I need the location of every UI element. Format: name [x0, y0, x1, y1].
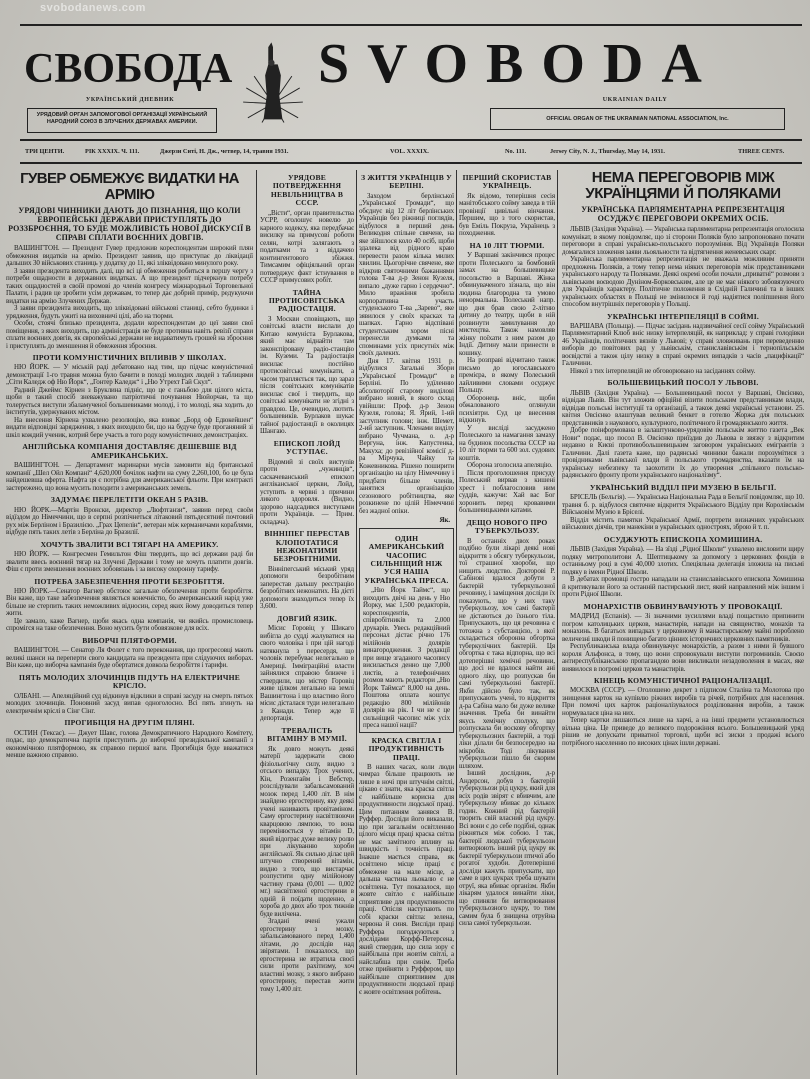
price-ukrainian: ТРИ ЦЕНТИ.: [25, 148, 65, 155]
issue-ukrainian: РІК XXXIX. Ч. 111.: [85, 148, 140, 155]
article-paragraph: МОСКВА (СССР). — Оголошено декрет з підписом Сталіна та Молотова про знищення карток на купівлю ріжних виробів та річей, потрібних для населення. При помочі цих карток раціоналізувалося розділювання виробів, а також нормувалася ціна на них.: [562, 686, 804, 717]
article-subheadline: УРЯДОВІ ЧИННИКИ ДАЮТЬ ДО ПІЗНАННЯ, ЩО КОЛИ ЕВРОПЕЙСЬКІ ДЕРЖАВИ ПРИСТУПЛЯТЬ ДО РОЗЗБРОЄННЯ, ТО БУДЕ МОЖЛИВІСТЬ НОВОЇ ДИСКУСІЇ В СПРАВІ СПЛАТИ ВОЄННИХ ДОВГІВ.: [8, 206, 251, 242]
article: [459, 174, 555, 238]
article-paragraph: „Вісти“, орган правительства УСРР, оголошує новелю до карного кодексу, яка передбачає висилку на примусові роботи селян, котрі залягають з податками та з віддачею контингентового збіжжя. Тимсамим офіціяльний орган потверджує факт істнування в СССР примусових робіт.: [260, 208, 354, 285]
article-headline: БОЛЬШЕВИЦЬКИЙ ПОСОЛ У ЛЬВОВІ.: [607, 378, 759, 388]
article-headline: ОСУДЖУЮТЬ ЕПИСКОПА ХОМИШИНА.: [603, 534, 763, 544]
article-paragraph: В останніх двох роках подібно були лікарі деякі нові відкриття з обсягу туберкульози, тої страшної хвороби, що нищить людство. Докторові Р. Сабінові вдалося добути з бактерій туберкульозної речовину, і заміщення досліди їх показують, що у них таку туберкульозу, хоч самі бактерії не дістаються до їхнього тіла. Припускають, що ця речовина є тотожна з субстанцією, з якої складається оборонна обгортка туберкулічних бактерій. Ця обгортка є така відпорна, що всі дотеперішні хемічні речовини, що досі не вдалося найти ані одного ліку, що розпускав би самі туберкульозні бактерії. Якби дійсно було так, як припускають учені, то відкриття д-ра Сабіна мало би дуже велике значення. Треба би винайти якусь хемічну сполуку, що розпускала би воскову обгортку туберкульозних бактерій, а тоді ліки ділали би безпосередно на мікробів. Тоді лікування туберкульози пішло би скорим шляхом.: [459, 536, 555, 770]
article-headline: ДЕЩО НОВОГО ПРО ТУБЕРКУЛЬОЗУ.: [466, 517, 548, 536]
article-paragraph: На внесення Кірнена ухвалено резолюцію, яка взиває „Борд оф Едюкейшен“ видати відповідні зарядження, з яких виходило би, що на будуче буде проганяний зі шкіл кождий ученик, котрий бере участь в того роду комуністичних демонстраціях.: [6, 415, 253, 439]
article-paragraph: НЮ ЙОРК. — Конгресмен Гемильтон Фіш твердить, що всі держави раді би звалити ввесь воєнний тягар на Злучені Держави і тому не хочуть платити довгів. Фіш є проти зменшення воєнних зобовязань і за високу охоронну тарифу.: [6, 550, 253, 574]
article-paragraph: Радний Джеймс Кірнен з Бруклина підніс, що це є ганьбою для цілого міста, щоби в такий спосіб зневажувано патріотичні почування Нюйорчан, та що толерується виступи збаламученої большевиками молоді, і то молоді, яка ходить до інститутів, удержуваних містом.: [6, 385, 253, 417]
article: [260, 174, 354, 285]
article-headline: ВІННІПЕГ ПЕРЕСТАВ КЛОПОТАТИСЯ НЕЖОНАТИМИ БЕЗРОБІТНИМИ.: [264, 529, 350, 564]
article-paragraph: З заяви президента виходить, що зліквідовані військові станиці, себто будинки і урядження, будуть ужиті на виховничі цілі, або на тюрми.: [6, 304, 253, 320]
article-paragraph: Інший дослідник, д-р Андерсон, добув з бактерій туберкульози рід цукру, який для всіх родів звірят є вбивчим, але туберкульозу вбиває до кількох годин. Кожний рід бактерій творить свій власний рід цукру. Всі вони є до себе подібні, однак ріжняться між собою. І так, бактерії людської туберкульози витворюють інший рід цукру як бактерії туберкульози птичої або рогатої худоби. Дотеперішні досліди кажуть припускати, що саме в цих цукрах треба шукати отруї, яка вбиває організм. Якби лікарям удалося винайти ліки, що спиняли би витворювання туберкульозного цукру, то тим самим була б знищена отруйна сила самої туберкульози.: [459, 769, 555, 928]
subtitle-english: UKRAINIAN DAILY: [602, 97, 668, 103]
article-paragraph: Ніякої з тих інтерпеляцій не обговорювано на засіданнях сойму.: [570, 366, 756, 375]
article-paragraph: Оборонець вніс, щоби обжалованого оглянули психіятри. Суд це внесення відкинув.: [459, 393, 555, 425]
article: [260, 615, 354, 723]
article: [359, 528, 454, 733]
article-paragraph: МАДРИД (Еспанія). — Зі значними зусиллями владі пощастило припинити погром католицьких церков, манастирів, напади на священство, монахів та монахинь. В багатьох випадках у церковному й манастирському майні пороблено величезні шкоди й понищено багато цінних історичних церковних памятників.: [562, 612, 804, 643]
article: [6, 719, 253, 759]
article-headline: ОДИН АМЕРИКАНСЬКИЙ ЧАСОПИС СИЛЬНІЩИЙ НІЖ УСЯ НАША УКРАЇНСЬКА ПРЕСА.: [364, 533, 449, 585]
article: [6, 496, 253, 536]
article: [562, 313, 804, 376]
column-divider: [356, 170, 357, 1075]
article: [260, 440, 354, 526]
article-paragraph: Дня 17. квітня 1931 р. відбулися Загальні Збори „Української Громади“ в Берліні. По удїленню абсолюторії старому виділові вибрано новий, в якого склад увійшли: Проф. д-р Зенон Кузеля, голова; Я. Ярий, 1-ий заступник голови; інж. Шемет, 2-ий заступник. Членами виділу вибрано Чучмана, о. д-р Вергуна, інж. Капустенка, Макуха; до ревізійної комісії д-ра Мірчука, Чайку та Кожевникова. Рішено поширити організацію на цілу Німеччину і придбати більше членів, занятися організацією сезонового робітництва, яке розкинене по цілій Німеччині без жадної опіки.: [359, 356, 454, 515]
date-english: Jersey City, N. J., Thursday, May 14, 1931.: [550, 148, 665, 155]
article: [562, 379, 804, 479]
article-paragraph: ЛЬВІВ (Західня Україна). — На зїзді „Рідної Школи“ ухвалено висловити щиру подяку митрополитови А. Шептицькому за допомогу з церковних фондів в останньому році в сумі 40,000 злотих. Спеціяльна делегація зложила на письмі подяку в імени Рідної Школи.: [562, 545, 804, 576]
article-paragraph: ВАШИНГТОН. — Президент Гувер предложив кореспондентам широкий плян обмеження видатків на армію. Президент заявив, що приступає до ліквідації дальших 30 військових станиць у додатку до 11, які зліквідовано минулого року.: [6, 244, 253, 267]
article: [6, 541, 253, 574]
article-paragraph: Місис Горовіц у Шикаго вибігла до судді жалуватися на свого чоловіка і при цій нагоді натякнула з пересердя, що чоловік перебуває нелегально в Америці. Імміграційні власти зайнялися справою ближче і ствердили, що містер Горовіц живе цілком легально на землі Вашингтона і що властиво його місис дісталася туди нелегально з Канади. Тепер жде її депортація.: [260, 624, 354, 723]
org-box-english: OFFICIAL ORGAN OF THE UKRAINIAN NATIONAL ASSOCIATION, Inc.: [490, 108, 785, 130]
column-4: [459, 170, 555, 928]
article-headline: МОНАРХІСТІВ ОБВИНУВАЧУЮТЬ У ПРОВОКАЦІЇ.: [583, 601, 783, 611]
article-headline: ЕПИСКОП ЛОЙД УСТУПАЄ.: [273, 438, 341, 457]
article: [6, 637, 253, 670]
article-headline: НА 10 ЛІТ ТЮРМИ.: [469, 240, 545, 250]
column-3: [359, 170, 454, 996]
article: [359, 737, 454, 997]
article-headline: УКРАЇНСЬКІ ІНТЕРПЕЛЯЦІЇ В СОЙМІ.: [607, 311, 759, 321]
article-headline: КІНЕЦЬ КОМУНІСТИЧНОЇ РАЦІОНАЛІЗАЦІЇ.: [593, 676, 773, 686]
article-headline: ЗАДУМАЄ ПЕРЕЛЕТІТИ ОКЕАН 5 РАЗІВ.: [50, 495, 209, 505]
article-headline: УРЯДОВЕ ПОТВЕРДЖЕННЯ НЕВІЛЬНИЦТВА В СССР.: [270, 173, 344, 208]
article-paragraph: ЛЬВІВ (Західня Україна). — Большевицький посол у Варшаві, Овсієнко, відвідав Львів. Він тут зложив офіційні візити польським представникам влади, відвідав польські інституції та організації, а також деякі українські установи. 25. квітня Овсієнко влаштував великий бенкет в готелю Жоржа для польських представників з наукового, культурного, політичного й громадянського життя.: [562, 388, 804, 427]
article: [459, 242, 555, 515]
article-paragraph: В дебатах промовці гостро нападали на станиславівського епископа Хомишина й критикували його за останній пастирський лист, який направлений між іншим і проти Рідної Школи.: [562, 575, 804, 599]
article-headline: АНГЛІЙСЬКА КОМПАНІЯ ДОСТАВЛЯЄ ДЕШЕВШЕ ВІД АМЕРИКАНСЬКИХ.: [22, 442, 237, 460]
article-paragraph: Особи, стоячі близько президента, додали кореспондентам до цеї заяви свої поміщення, з яких виходить, що адміністрація не буде противна навіть ревізії справи сплати воєнних довгів, як європейські держави не видаватимуть грошей на зброєння і приступлять до зменшення й обмеження зброєння.: [6, 319, 253, 350]
article-headline: ХОЧУТЬ ЗВАЛИТИ ВСІ ТЯГАРІ НА АМЕРИКУ.: [40, 539, 219, 549]
article-paragraph: НЮ ЙОРК.—Сенатор Вагнер обстоює загальне обезпечення проти безробіття. Він каже, що таке забезпечення являється конечністю, бо американський нарід уже більше не стерпить таких неможливих відносин, серед яких йому доводиться тепер жити.: [6, 586, 253, 618]
column-divider: [456, 170, 457, 1075]
article-paragraph: Республиканська влада обвинувачує монархістів, а разом з ними й бувшого короля Альфонса, в тому, що вони спровокували виступи погромників. Своєю антиреспубліканською пропагандою вони викликали незадоволення в масах, яке виявилося в погромі церков та манастирів.: [562, 642, 804, 673]
article-paragraph: У висліді засуджено Полеського за намагання замаху на будинок посольства СССР на 10 літ тюрми та 600 зол. судових коштів.: [459, 423, 555, 462]
article-paragraph: На розправі відчитано також письмо до югославського премієра, в якому Полеський лайливими словами осуджує Польщу.: [459, 356, 555, 395]
article-headline: УКРАЇНСЬКИЙ ВІДДІЛ ПРИ МУЗЕЮ В БЕЛЬГІЇ.: [589, 482, 777, 492]
article-paragraph: Вінніпегський міський уряд допомоги безробітним заперестав дальшу реєстрацію безробітних нежонатих. На дієті допомоги знаходиться тепер їх 3,600.: [260, 564, 354, 611]
article-paragraph: Заходом берлінської „Української Громади“, що обєднує від 12 літ берлінських Українців без ріжниці поглядів, відбулося в перший день Великодня спільне свячене, на яке зійшлося коло 40 осіб, щоби здалека від рідного краю перевести разом кілька милих хвилин. Цьогорічне свячене, яке відкрив святочними бажаннями голова Т-ва д-р Зенон Кузеля, випало „дуже гарно і сердечно“. Мило вражіння зробила корпоративна участь студенського Т-ва „Зарево“, яке зявилося у своїх красках та шапках. Гарно відспівані студентським хором пісні перенесли думками та споминами усіх присутніх між своїх далеких.: [359, 191, 454, 358]
article: [359, 174, 454, 525]
column-divider: [256, 170, 257, 1075]
issue-number: No. 111.: [505, 148, 527, 155]
article: [260, 530, 354, 611]
article-paragraph: Після проголошення присуду Полеський вирвав з кишені хрест і поблагословив ним суддів, кажучи: Хай вас Бог хоронить перед кровавими большевицькими катами.: [459, 468, 555, 515]
article: [562, 677, 804, 747]
org-box-ukrainian: УРЯДОВИЙ ОРГАН ЗАПОМОГОВОЇ ОРГАНІЗАЦІЇ УКРАЇНСЬКИЙ НАРОДНИЙ СОЮЗ В ЗЛУЧЕНИХ ДЕРЖАВАХ АМЕРИКИ.: [27, 108, 217, 133]
article: [6, 578, 253, 633]
dateline-bottom-rule: [20, 162, 802, 164]
article-headline: ВИБОРЧІ ПЛЯТФОРМИ.: [82, 635, 177, 645]
article-paragraph: ОЛБАНІ. — Апеляційний суд відкинув відклики в справі засуду на смерть пятьох молодих злочинців. Поновний засуд випав одноголосно. Всі пять згинуть на електричнім кріслі в Сінг Сінг.: [6, 691, 253, 715]
article-headline: ПОТРЕБА ЗАБЕЗПЕЧЕННЯ ПРОТИ БЕЗРОБІТТЯ.: [34, 576, 225, 586]
statue-of-liberty-emblem: [240, 32, 306, 136]
article-paragraph: Як відомо, теперішня сесія манітобського сойму заведа в тій провінції цивільні вінчання. Першим, що з того скористав, був Еміль Покруза, Українець з походження.: [459, 191, 555, 238]
article: [562, 170, 804, 309]
article: [260, 289, 354, 436]
article-headline: ТРЕВАЛІСТЬ ВІТАМІНУ В МУМІЇ.: [267, 725, 347, 744]
article-headline: ПРОГИБІЦІЯ НА ДРУГІМ ПЛЯНІ.: [64, 718, 195, 728]
column-1: [6, 170, 253, 760]
article-paragraph: НЮ ЙОРК.—Мартін Вронски, директор „Люфтганзи“, заявив перед своїм відїздом до Німеччини, що в серпні розпічнеться літаковий пятьдесятний почтовий рух між Берліном і Бразилією. „Грах Цепелін“, ветеран між керманичами кораблями, відбуде пять таких летів з Берліна до Бразилії.: [6, 505, 253, 537]
article-subheadline: УКРАЇНСЬКА ПАРЛЯМЕНТАРНА РЕПРЕЗЕНТАЦІЯ ОСУДЖУЄ ПЕРЕГОВОРИ ОКРЕМИХ ОСІБ.: [581, 205, 785, 223]
title-ukrainian: СВОБОДА: [24, 46, 233, 92]
article: [459, 519, 555, 928]
article-paragraph: У Варшаві закінчився процес проти Полеського за бомбовий замах на большевицьке посольство в Варшаві. Жінка обвинуваченого зізнала, що він людина благородна та умово ненормальна. Полеський напр. що дня брав свою 2-літню дитину до театру, щоби в ній розвинути замилування до мистецтва. Також намовляв жінку поїхати з ним разом до Індії. Дитину мали принести в кошику.: [459, 251, 555, 357]
article-paragraph: ВАРШАВА (Польща). — Підчас засідань надзвичайної сесії сойму Український Парляментарний Клюб вніс низку інтерпеляцій, як наприклад: у справі голодівки 46 Українців, політичних вязнів у Львові; у справі зловживань при переведенню виборів до повітових рад у львівськім, станиславівськім і тернопільськім воєвідстві а також цілу низку в справі окремих випадків з часів „пацифікації“ Галичини.: [562, 321, 804, 368]
article-headline: ПРОТИ КОМУНІСТИЧНИХ ВПЛИВІВ У ШКОЛАХ.: [32, 353, 227, 362]
article-headline: З ЖИТТЯ УКРАЇНЦІВ У БЕРЛІНІ.: [361, 173, 452, 191]
article-paragraph: Відомий зі своїх виступів проти „чужинців“, саскачеванський епископ англіканської церкви, Лойд, уступить в червні з причини ликого здоровля. (Видно, здорово надсадився виступами проти Українців. — Прим. складача).: [260, 457, 354, 526]
article-paragraph: БРІСЕЛЬ (Бельгія). — Українська Національна Рада в Бельгії повідомляє, що 10. травня б. р. відбулося святочне відкриття Українського Відділу при Королівськім Військовім Музею в Брiселі.: [562, 493, 804, 517]
article: [6, 674, 253, 715]
article-paragraph: Добре поінформована в залаштунково-урядовім польськім життю газета „Век Нови“ подає, що посол В. Овсієнко приїздив до Львова в звязку з відкритим недавно в Києві противобольшевицьким заговором українських емігрантів з Галичини. Далі газета каже, що радянські чинники бажали порозумітися з провідниками львівської влади й польського громадянства, вказати їм на українську небезпеку та заохотити їх до утворення „спільного польсько-радянського фронту проти українського націоналізму“.: [562, 426, 804, 480]
article: [6, 171, 253, 350]
article-paragraph: ВАШИНГТОН. — Департамент маринарки мусів замовити від британської компанії „Шел Ойл Компані“ 4,620,000 бочілок нафти на суму 2,260,100, бо це була найдешевша оферта. Нафта ця є потрібна для американської фльоти. При контракті застережено, що вона мусить походити з американських земель.: [6, 461, 253, 492]
article-paragraph: Як довго можуть деякі матерії задержати свою фізіольогічну силу, видно з отсього випадку. Трох учених, Кін, Розенгайм і Вебстер, розслідували забальсамований мозок перед 1,400 літ. В нім знайдено ергостерину, яку деякі учені називають провітаміном. Саму ергостерину насвітлюючи кварцовою лямпою, то вона перемінюється у вітамін D, який відограє дуже велику ролю при лікуванню хороби англійської. Як сильно ділає цей штучно створений вітамін, видно з того, що вистарчає розпустити одну мілійонову частину грама (0,001 — 0,002 мг.) насвітленої ергостерини в одній й поїдати щоденно, а хороба до двох або трох тижнів буде вилічена.: [260, 744, 354, 918]
article-signature: Як.: [439, 516, 450, 525]
article-paragraph: Тепер картки лишаються лише на харчі, а на інші предмети установлюється вільна ціна. Це приведе до великого подорожіння всього. Большевицький уряд рішив не допускати приватної торговлі, щоби всі зиски з продажі всього потрібного населенню по високих цінах ішли державі.: [562, 716, 804, 747]
article-headline: КРАСКА СВІТЛА І ПРОДУКТИВНІСТЬ ПРАЦІ.: [368, 735, 445, 762]
article-paragraph: ВАШИНГТОН. — Сенатор Ля Фолет є того переконання, що прогресовці мають великі шанси на переперти свого кандидата на президента при слідуючих виборах. Він каже, що виборча кампанія буде обертатися довкола безробіття і тарифи.: [6, 646, 253, 670]
title-english: SVOBODA: [318, 33, 720, 95]
article-paragraph: Оборона зголосила апеляцію.: [467, 461, 553, 470]
article-headline: ПЯТЬ МОЛОДИХ ЗЛОЧИНЦІВ ПІДУТЬ НА ЕЛЕКТРИЧНЕ КРІСЛО.: [18, 672, 240, 691]
article-paragraph: З Москви сповіщають, що совітські власти вислали до Китаю комуніста Бурлакова, який має віднайти там законспіровану радіо-станцію ім. Куземи. Та радіостація висилає постійно протисовітські комунікати, а часом трапляється так, що зараз після совітських комунікатів висилає свої і твердить, що совітські комунікати не згідні з правдою. Це, очевидно, лютить большевиків. Бурлаков шукає тайної радіостанції в околицях Шангаю.: [260, 314, 354, 436]
article-headline: ПЕРШИЙ СКОРИСТАВ УКРАЇНЕЦЬ.: [462, 173, 552, 191]
article-paragraph: Відділ містить памятки Української Армії, портрети визначних українських військових діячів, три манекіни в українських одностроях, зброю й т. п.: [562, 515, 804, 532]
article-headline: ДОВГИЙ ЯЗИК.: [277, 613, 337, 623]
date-ukrainian: Джерзи Ситі, Н. Дж., четвер, 14, травня 1931.: [160, 148, 289, 155]
article-paragraph: Згадані вчені ужали ергостерину з мозку, забальсамованого перед 1,400 літами, до дослідів над звірятами. І показалося, що ергостерина не втратила своєї сили проти рахітизму, хоч властиві мозку, з якого вибрано ергостерину, перестав жити тому 1,400 літ.: [260, 917, 354, 993]
article-paragraph: Це замало, каже Вагнер, щоби якась одна компанія, чи якийсь промисловець спромігся на таке обезпечення. Воно мусить бути обовязкове для всіх.: [6, 616, 253, 633]
article-paragraph: „Ню Йорк Таймс“, що виходить двічі на день у Ню Йорку, має 1,500 редакторів, кореспондентів, співробітників та 2,000 друкарів. Увесь редакційний персонал дістає річно 176 мілійонів долярів винагородження. З редакції при вище згаданого часопису висилається денно ще 7,000 листів, а телефонічних розмов мають редактори „Ню Йорк Таймса“ 8,000 на день. Поштова оплата коштує редакцію 800 мілійонів долярів на рік. І чи не є це сильніщий часопис між усіх преса нашої нації?: [363, 586, 450, 730]
column-5: [562, 170, 804, 747]
price-english: THREE CENTS.: [738, 148, 785, 155]
article: [260, 727, 354, 993]
article-paragraph: ОСТИН (Тексас). — Джует Шавс, голова Демократичного Народного Комітету, подає, що демократична партія приступить до виборчої президіяльної кампанії з економічною плятформою, як справою першої ваги. Прогибіція буде вважатися менше важною справою.: [6, 728, 253, 760]
masthead-top-rule: [20, 24, 802, 26]
article: [562, 603, 804, 673]
column-2: [260, 170, 354, 993]
dateline-top-rule: [20, 139, 802, 141]
article-paragraph: В наших часах, коли люди чимраз більше працюють не лише в ночі при штучнім світлі, цікаво є знати, яка краска світла є найбільше корисна для продуктивности людської праці. Цим питанням занявся В. Руффер. Досліди його виказали, що при загальнім освітленню цілого місця праці краска світла не має замітного впливу на швидкість і точність праці. Інакше мається справа, як освітлено місце праці є обмежене на мале місце, а дальша частина льокалю є не освітлена. Тут показалося, що жовте світло є найбільше сприятливе для продуктивности праці. Опісля наступають по собі краски світла: зелена, червона й синя. Висліди праці Руффера погоджуються з дослідами Корфф-Петерсена, який ствердив, що сила зору є найбільша при жовтім світлі, а найслабша при синім. Треба отже прийняти з Руффером, що найбільше сприятливим для продуктивности людської праці є жовте освітлення робітень.: [359, 762, 454, 996]
article-paragraph: З заяви президента виходить далі, що всі ці обмеження робиться в першу чергу з потреби ощадности в державних видатках. А що президент підчеркнув потребу таких ощадностей в своїй промові до членів конгресу міжнародньої Торговельної Палати, і радив це зробити усім державам, то тепер дає добрий примір, редукуючи видатки на армію Злучених Держав.: [6, 266, 253, 305]
column-divider: [557, 170, 558, 1075]
article: [562, 536, 804, 599]
article-headline: ТАЙНА ПРОТИСОВІТСЬКА РАДІОСТАЦІЯ.: [268, 287, 346, 314]
article-paragraph: ЛЬВІВ (Західня Україна). — Українська парляментарна репрезентація оголосила комунікат, в якому повідомляє, що зі сторони Поляків було запропоновано почати переговори в справі українсько-польського порозуміння. Від Українців Поляки домагалися зложення заяви льояльности та відтягнення женевських скарг.: [562, 225, 804, 256]
lead-headline: ГУВЕР ОБМЕЖУЄ ВИДАТКИ НА АРМІЮ: [20, 170, 239, 203]
article-paragraph: НЮ ЙОРК. — У міській раді дебатовано над тим, що підчас комуністичної демонстрації 1-го травня можна було бачити в поході молодих людей з таблицями „Сіти Каледж оф Ню Йорк“, „Гонтер Каледж“ і „Ню Утрехт Гай Скул“.: [6, 363, 253, 387]
volume: VOL. XXXIX.: [390, 148, 429, 155]
article: [6, 354, 253, 439]
lead-headline: НЕМА ПЕРЕГОВОРІВ МІЖ УКРАЇНЦЯМИ Й ПОЛЯКАМИ: [585, 169, 781, 202]
subtitle-ukrainian: УКРАЇНСЬКИЙ ДНЕВНИК: [85, 97, 175, 103]
article-paragraph: Українська парляментарна репрезентація не вважала можливим приняти предложень Поляків, а тому тепер нема ніяких переговорів між представниками українського народу та Поляками. Деякі окремі особи почали „приватні“ розмови з львівським воєводою Дуніном-Борковським, але це не має ніякого зобовязуючого для Українців характеру. Політичне положення в Східній Галичині та в інших українських областях в Польщі не змінилося й годі надіятися поліпшення його способом внутрішніх переговорів у Польщі.: [562, 255, 804, 308]
article: [562, 484, 804, 532]
watermark: svobodanews.com: [40, 2, 146, 14]
article: [6, 443, 253, 492]
